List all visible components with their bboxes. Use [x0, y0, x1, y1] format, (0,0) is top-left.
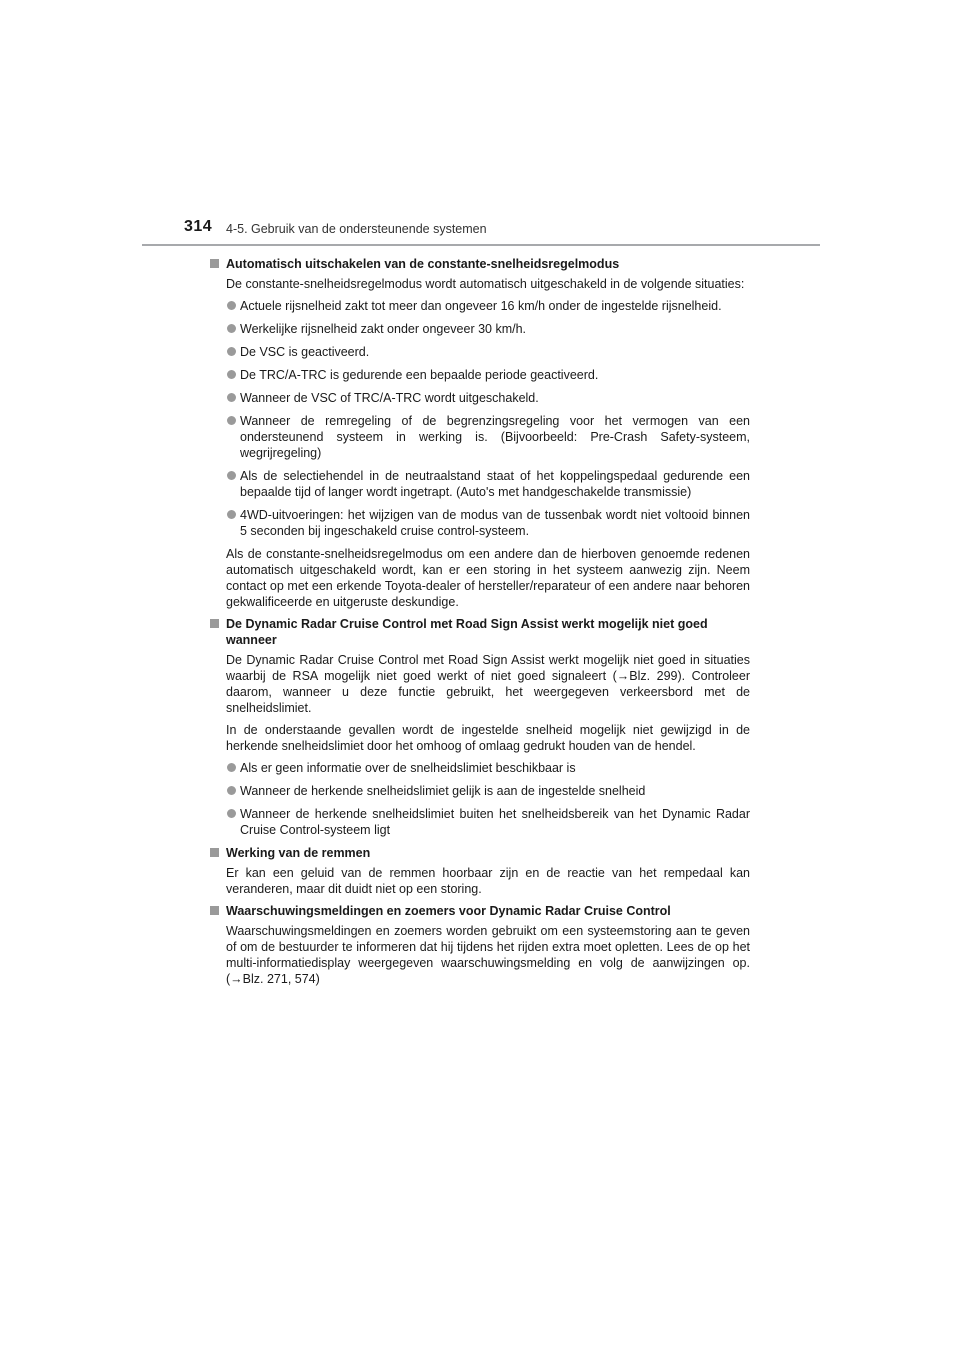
section-heading-text: Automatisch uitschakelen van de constante-snelheidsregelmodus — [226, 257, 620, 271]
square-bullet-icon — [210, 848, 219, 857]
list-item — [210, 298, 750, 314]
header-divider — [142, 244, 820, 246]
list-item-text: De VSC is geactiveerd. — [240, 345, 370, 359]
list-item-text: Werkelijke rijsnelheid zakt onder ongeveer 30 km/h. — [240, 322, 527, 336]
list-item-text: De TRC/A-TRC is gedurende een bepaalde periode geactiveerd. — [240, 368, 599, 382]
page-header — [184, 218, 820, 246]
section-heading-text: Waarschuwingsmeldingen en zoemers voor Dynamic Radar Cruise Control — [226, 904, 671, 918]
list-item — [210, 468, 750, 500]
list-item-text: Als de selectiehendel in de neutraalstand staat of het koppelingspedaal gedurende een bepaalde tijd of langer wordt ingetrapt. (Auto's met handgeschakelde transmissie) — [240, 469, 750, 499]
paragraph: In de onderstaande gevallen wordt de ingestelde snelheid mogelijk niet gewijzigd in de herkende snelheidslimiet door het omhoog of omlaag gedrukt houden van de hendel. — [226, 723, 750, 753]
section-heading — [210, 903, 750, 919]
section-brakes — [210, 845, 750, 897]
list-item — [210, 783, 750, 799]
list-item-text: Als er geen informatie over de snelheidslimiet beschikbaar is — [240, 761, 576, 775]
page-content — [210, 256, 750, 993]
section-heading-text: Werking van de remmen — [226, 846, 371, 860]
bullet-list — [210, 760, 750, 838]
paragraph: Als de constante-snelheidsregelmodus om een andere dan de hierboven genoemde redenen automatisch uitgeschakeld wordt, kan er een storing in het systeem aanwezig zijn. Neem contact op met een erkende Toyota-dealer of hersteller/reparateur of een andere naar behoren gekwalificeerde en uitgeruste deskundige. — [226, 547, 750, 609]
list-item — [210, 413, 750, 461]
round-bullet-icon — [227, 416, 236, 425]
bullet-list — [210, 298, 750, 539]
round-bullet-icon — [227, 786, 236, 795]
list-item — [210, 344, 750, 360]
round-bullet-icon — [227, 393, 236, 402]
section-heading — [210, 616, 750, 648]
section-auto-cancel — [210, 256, 750, 610]
list-item-text: Wanneer de herkende snelheidslimiet buiten het snelheidsbereik van het Dynamic Radar Cruise Control-systeem ligt — [240, 807, 750, 837]
paragraph: De Dynamic Radar Cruise Control met Road Sign Assist werkt mogelijk niet goed in situaties waarbij de RSA mogelijk niet goed werkt of niet goed signaleert (→Blz. 299). Controleer daarom, wanneer u deze functie gebruikt, het weergegeven verkeersbord met de snelheidslimiet. — [226, 653, 750, 715]
section-heading-text: De Dynamic Radar Cruise Control met Road Sign Assist werkt mogelijk niet goed wanneer — [226, 617, 708, 647]
list-item-text: Wanneer de VSC of TRC/A-TRC wordt uitgeschakeld. — [240, 391, 539, 405]
list-item-text: Actuele rijsnelheid zakt tot meer dan ongeveer 16 km/h onder de ingestelde rijsnelheid. — [240, 299, 722, 313]
round-bullet-icon — [227, 370, 236, 379]
round-bullet-icon — [227, 347, 236, 356]
round-bullet-icon — [227, 301, 236, 310]
round-bullet-icon — [227, 324, 236, 333]
round-bullet-icon — [227, 809, 236, 818]
list-item-text: 4WD-uitvoeringen: het wijzigen van de modus van de tussenbak wordt niet voltooid binnen 5 seconden bij ingeschakeld cruise control-systeem. — [240, 508, 750, 538]
list-item-text: Wanneer de herkende snelheidslimiet gelijk is aan de ingestelde snelheid — [240, 784, 646, 798]
square-bullet-icon — [210, 259, 219, 268]
list-item-text: Wanneer de remregeling of de begrenzingsregeling voor het vermogen van een ondersteunend systeem in werking is. (Bijvoorbeeld: Pre-Crash Safety-systeem, wegrijregeling) — [240, 414, 750, 460]
list-item — [210, 390, 750, 406]
square-bullet-icon — [210, 619, 219, 628]
list-item — [210, 367, 750, 383]
paragraph: Er kan een geluid van de remmen hoorbaar zijn en de reactie van het rempedaal kan veranderen, maar dit duidt niet op een storing. — [226, 866, 750, 896]
list-item — [210, 806, 750, 838]
square-bullet-icon — [210, 906, 219, 915]
section-title: 4-5. Gebruik van de ondersteunende systemen — [226, 222, 487, 236]
round-bullet-icon — [227, 763, 236, 772]
round-bullet-icon — [227, 510, 236, 519]
section-heading — [210, 256, 750, 272]
page-number: 314 — [184, 218, 213, 235]
round-bullet-icon — [227, 471, 236, 480]
section-rsa-limitations — [210, 616, 750, 838]
paragraph: De constante-snelheidsregelmodus wordt automatisch uitgeschakeld in de volgende situaties: — [226, 277, 745, 291]
paragraph: Waarschuwingsmeldingen en zoemers worden gebruikt om een systeemstoring aan te geven of om de bestuurder te informeren dat hij tijdens het rijden extra moet opletten. Lees de op het multi-informatiedisplay weergegeven waarschuwingsmelding en volg de aanwijzingen op. (→Blz. 271, 574) — [226, 924, 750, 986]
list-item — [210, 507, 750, 539]
list-item — [210, 321, 750, 337]
list-item — [210, 760, 750, 776]
section-warnings — [210, 903, 750, 987]
section-heading — [210, 845, 750, 861]
